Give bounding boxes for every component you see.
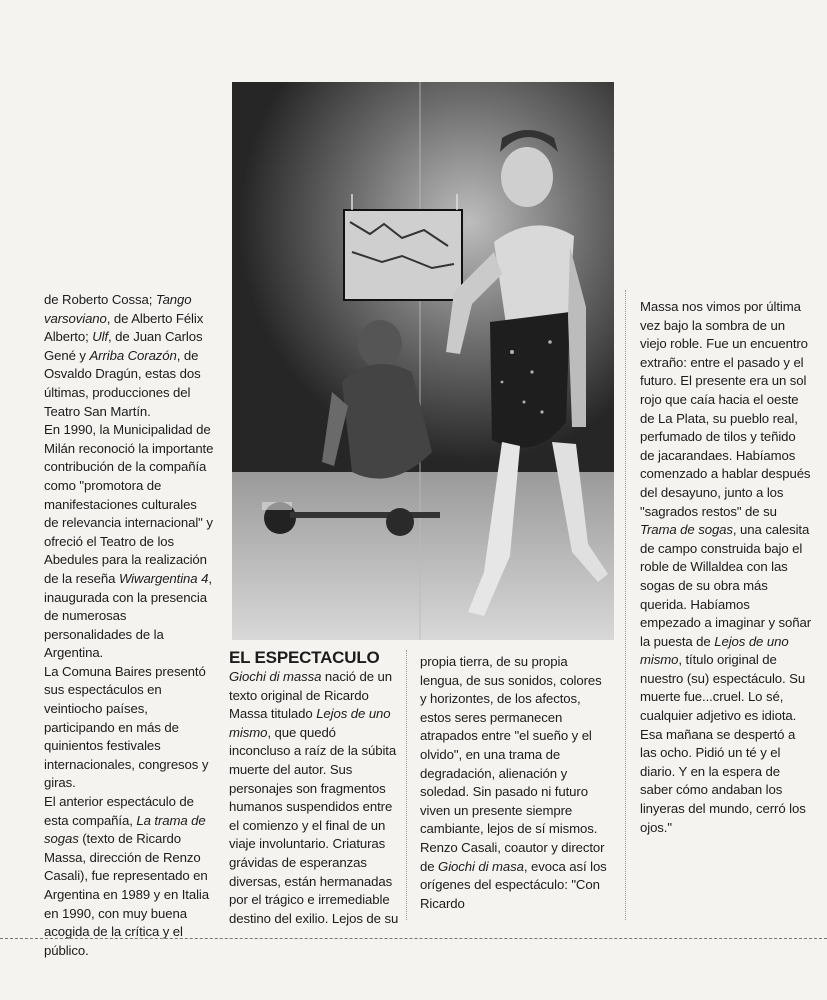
text-run: , una calesita de campo construida bajo el roble de Willaldea con las sogas de su obra más querida. Habíamos empezado a imaginar y soñar la puesta de <box>640 522 812 649</box>
text-run: Renzo Casali, coautor y director de <box>420 839 605 874</box>
italic-title: La trama de sogas <box>44 812 206 847</box>
italic-title: Arriba Corazón <box>89 347 177 363</box>
text-run: nació de un texto original de Ricardo Massa titulado <box>229 669 392 722</box>
paragraph <box>44 421 214 663</box>
paragraph <box>44 663 214 793</box>
text-run: , de Juan Carlos Gené y <box>44 329 203 363</box>
italic-title: Giochi di massa <box>229 669 322 684</box>
paragraph <box>44 291 214 421</box>
text-run: Massa nos vimos por última vez bajo la sombra de un viejo roble. Fue un encuentro extraño: entre el pasado y el futuro. El presente era un sol rojo que caía hacia el oeste de La Plata, su pueblo real, perfumado de tilos y teñido de jacarandaes. Habíamos comenzado a hablar después del desayuno, junto a los "sagrados restos" de su <box>640 299 811 519</box>
paragraph <box>229 668 399 928</box>
column-1 <box>44 291 214 960</box>
stage-photo-icon <box>232 82 614 640</box>
italic-title: Trama de sogas <box>640 522 733 538</box>
paragraph <box>44 793 214 960</box>
italic-title: Lejos de uno mismo <box>640 633 789 668</box>
column-divider <box>625 290 626 920</box>
italic-title: Lejos de uno mismo <box>229 706 391 740</box>
paragraph <box>420 653 610 839</box>
column-2-body <box>229 668 399 928</box>
text-run: El anterior espectáculo de esta compañía, <box>44 794 194 828</box>
text-run: La Comuna Baires presentó sus espectáculos en veintiocho países, participando en más de quinientos festivales internacionales, congresos y giras. <box>44 663 209 791</box>
italic-title: Wiwargentina 4 <box>118 570 209 586</box>
paragraph <box>640 298 812 837</box>
text-run: , que quedó inconcluso a raíz de la súbita muerte del autor. Sus personajes son fragmentos humanos suspendidos entre el comienzo y el final de un viaje involuntario. Criaturas grávidas de esperanzas diversas, están hermanadas por el trágico e irremediable destino del exilio. Lejos de su <box>229 724 399 926</box>
column-divider <box>406 650 407 920</box>
performance-photo <box>232 82 614 640</box>
text-run: , inaugurada con la presencia de numerosas personalidades de la Argentina. <box>44 570 212 661</box>
text-run: propia tierra, de su propia lengua, de sus sonidos, colores y horizontes, de los afectos, estos seres permanecen atrapados entre "el sueño y el olvido", en una trama de degradación, alienación y soledad. Sin pasado ni futuro viven un presente siempre cambiante, lejos de sí mismos. <box>420 654 602 837</box>
text-run: , evoca así los orígenes del espectáculo: "Con Ricardo <box>420 858 607 911</box>
italic-title: Tango varsoviano <box>44 292 192 326</box>
section-heading: EL ESPECTACULO <box>229 648 380 667</box>
bottom-rule <box>0 938 827 939</box>
text-run: En 1990, la Municipalidad de Milán reconoció la importante contribución de la compañía como "promotora de manifestaciones culturales de relevancia internacional" y ofreció el Teatro de los Abedules para la realización de la reseña <box>44 422 214 586</box>
column-3 <box>420 653 610 913</box>
text-run: , de Osvaldo Dragún, estas dos últimas, producciones del Teatro San Martín. <box>44 347 201 419</box>
italic-title: Giochi di masa <box>438 858 524 874</box>
text-run: , título original de nuestro (su) espectáculo. Su muerte fue...cruel. Lo sé, cualquier adjetivo es idiota. Esa mañana se despertó a las ocho. Pidió un té y el diario. Y en la espera de saber cómo andaban los linyeras del mundo, cerró los ojos." <box>640 652 806 835</box>
text-run: (texto de Ricardo Massa, dirección de Renzo Casali), fue representado en Argentina en 1989 y en Italia en 1990, con muy buena acogida de la crítica y el público. <box>44 831 209 958</box>
column-4 <box>640 298 812 837</box>
paragraph <box>420 839 610 913</box>
text-run: , de Alberto Félix Alberto; <box>44 310 204 345</box>
column-2 <box>229 648 399 928</box>
text-run: de Roberto Cossa; <box>44 292 156 307</box>
italic-title: Ulf <box>92 329 109 345</box>
